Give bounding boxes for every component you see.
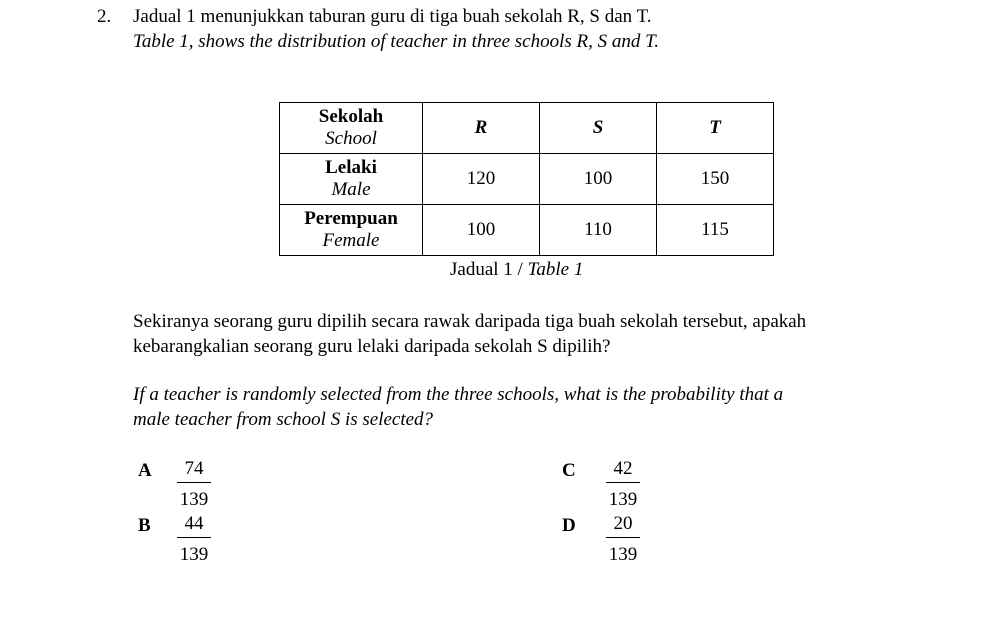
option-c-numerator: 42 [606, 458, 640, 483]
table-cell: 100 [540, 154, 657, 205]
option-a-numerator: 74 [177, 458, 211, 483]
row-label-malay: Lelaki [325, 157, 377, 178]
option-b-fraction[interactable] [177, 513, 211, 566]
table-cell: 150 [657, 154, 774, 205]
caption-english: Table 1 [527, 259, 584, 280]
table-row-female [280, 205, 774, 256]
table-cell: 120 [423, 154, 540, 205]
caption-malay: Jadual 1 [450, 259, 513, 280]
option-d-numerator: 20 [606, 513, 640, 538]
option-b-denominator: 139 [179, 544, 209, 565]
header-label-english: School [325, 128, 377, 149]
prompt-english-line2: male teacher from school S is selected? [133, 409, 434, 430]
prompt-malay-line2: kebarangkalian seorang guru lelaki daripada sekolah S dipilih? [133, 336, 611, 357]
option-c-fraction[interactable] [606, 458, 640, 511]
option-a-letter: A [138, 460, 152, 481]
table-header-row [280, 103, 774, 154]
row-label-cell [280, 154, 423, 205]
row-label-english: Female [322, 230, 380, 251]
question-number: 2. [97, 6, 112, 27]
table-cell: 110 [540, 205, 657, 256]
header-label-malay: Sekolah [318, 106, 384, 127]
table-cell: 100 [423, 205, 540, 256]
table-row-male [280, 154, 774, 205]
row-label-english: Male [331, 179, 371, 200]
header-label-cell [280, 103, 423, 154]
table-cell: 115 [657, 205, 774, 256]
table-caption [450, 259, 583, 281]
header-school-r: R [423, 103, 540, 154]
option-c-letter: C [562, 460, 576, 481]
option-c-denominator: 139 [608, 489, 638, 510]
caption-separator: / [512, 259, 528, 280]
row-label-cell [280, 205, 423, 256]
distribution-table [279, 102, 774, 256]
question-stem-malay: Jadual 1 menunjukkan taburan guru di tiga buah sekolah R, S dan T. [133, 6, 652, 27]
option-d-fraction[interactable] [606, 513, 640, 566]
prompt-english-line1: If a teacher is randomly selected from the three schools, what is the probability that a [133, 384, 784, 405]
option-a-denominator: 139 [179, 489, 209, 510]
option-b-letter: B [138, 515, 151, 536]
option-b-numerator: 44 [177, 513, 211, 538]
question-stem-english: Table 1, shows the distribution of teacher in three schools R, S and T. [133, 31, 660, 52]
option-a-fraction[interactable] [177, 458, 211, 511]
prompt-malay-line1: Sekiranya seorang guru dipilih secara rawak daripada tiga buah sekolah tersebut, apakah [133, 311, 807, 332]
header-school-t: T [657, 103, 774, 154]
option-d-letter: D [562, 515, 576, 536]
row-label-malay: Perempuan [304, 208, 398, 229]
header-school-s: S [540, 103, 657, 154]
option-d-denominator: 139 [608, 544, 638, 565]
